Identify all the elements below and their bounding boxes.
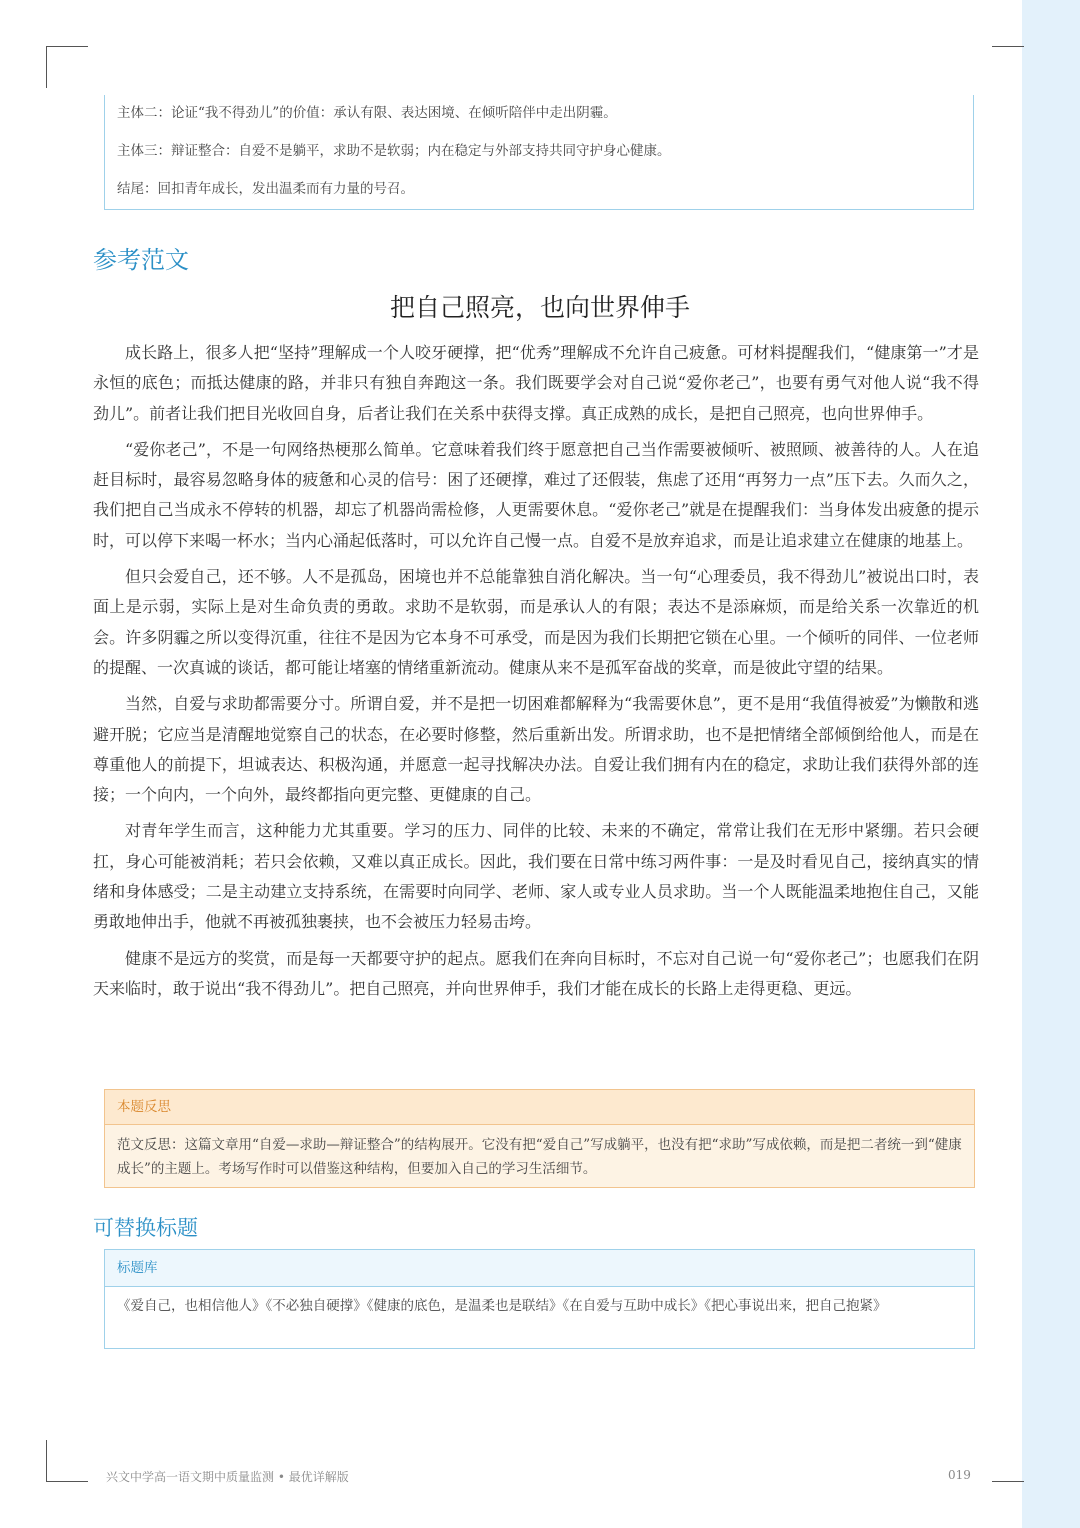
footer-text: 兴文中学高一语文期中质量监测 • 最优详解版 <box>106 1470 349 1484</box>
essay-paragraph: “爱你老己”，不是一句网络热梗那么简单。它意味着我们终于愿意把自己当作需要被倾听、被照顾、被善待的人。人在追赶目标时，最容易忽略身体的疲惫和心灵的信号：困了还硬撑，难过了还假装，焦虑了还用“再努力一点”压下去。久而久之，我们把自己当成永不停转的机器，却忘了机器尚需检修，人更需要休息。“爱你老己”就是在提醒我们：当身体发出疲惫的提示时，可以停下来喝一杯水；当内心涌起低落时，可以允许自己慢一点。自爱不是放弃追求，而是让追求建立在健康的地基上。 <box>93 439 979 550</box>
crop-mark-top-right <box>992 46 1024 47</box>
alt-titles-heading: 可替换标题 <box>93 1216 198 1240</box>
side-strip <box>1022 0 1080 1528</box>
crop-mark-top-left <box>46 46 88 47</box>
page-number: 019 <box>948 1468 971 1482</box>
title-bank-box <box>104 1249 975 1349</box>
outline-box <box>104 95 974 210</box>
title-bank-text: 《爱自己，也相信他人》《不必独自硬撑》《健康的底色，是温柔也是联结》《在自爱与互助中成长》《把心事说出来，把自己抱紧》 <box>117 1298 887 1314</box>
reflection-box <box>104 1089 975 1188</box>
crop-mark-top-left-v <box>46 46 47 88</box>
reflection-text: 范文反思：这篇文章用“自爱—求助—辩证整合”的结构展开。它没有把“爱自己”写成躺平，也没有把“求助”写成依赖，而是把二者统一到“健康成长”的主题上。考场写作时可以借鉴这种结构，但要加入自己的学习生活细节。 <box>117 1137 962 1177</box>
reflection-label: 本题反思 <box>105 1090 974 1125</box>
outline-line-ending: 结尾：回扣青年成长，发出温柔而有力量的号召。 <box>117 181 414 197</box>
essay-paragraph: 但只会爱自己，还不够。人不是孤岛，困境也并不总能靠独自消化解决。当一句“心理委员，我不得劲儿”被说出口时，表面上是示弱，实际上是对生命负责的勇敢。求助不是软弱，而是承认人的有限；表达不是添麻烦，而是给关系一次靠近的机会。许多阴霾之所以变得沉重，往往不是因为它本身不可承受，而是因为我们长期把它锁在心里。一个倾听的同伴、一位老师的提醒、一次真诚的谈话，都可能让堵塞的情绪重新流动。健康从来不是孤军奋战的奖章，而是彼此守望的结果。 <box>93 567 979 677</box>
essay-paragraph: 健康不是远方的奖赏，而是每一天都要守护的起点。愿我们在奔向目标时，不忘对自己说一句“爱你老己”；也愿我们在阴天来临时，敢于说出“我不得劲儿”。把自己照亮，并向世界伸手，我们才能在成长的长路上走得更稳、更远。 <box>93 948 979 998</box>
outline-line-body-three: 主体三：辩证整合：自爱不是躺平，求助不是软弱；内在稳定与外部支持共同守护身心健康。 <box>117 143 671 159</box>
reference-essay-heading: 参考范文 <box>93 246 189 274</box>
essay-paragraph: 对青年学生而言，这种能力尤其重要。学习的压力、同伴的比较、未来的不确定，常常让我们在无形中紧绷。若只会硬扛，身心可能被消耗；若只会依赖，又难以真正成长。因此，我们要在日常中练习两件事：一是及时看见自己，接纳真实的情绪和身体感受；二是主动建立支持系统，在需要时向同学、老师、家人或专业人员求助。当一个人既能温柔地抱住自己，又能勇敢地伸出手，他就不再被孤独裹挟，也不会被压力轻易击垮。 <box>93 821 979 932</box>
crop-mark-bottom-left-v <box>46 1440 47 1482</box>
essay-body <box>93 338 979 1010</box>
outline-line-body-two: 主体二：论证“我不得劲儿”的价值：承认有限、表达困境、在倾听陪伴中走出阴霾。 <box>117 105 617 121</box>
essay-title: 把自己照亮，也向世界伸手 <box>389 293 690 322</box>
essay-paragraph: 成长路上，很多人把“坚持”理解成一个人咬牙硬撑，把“优秀”理解成不允许自己疲惫。可材料提醒我们，“健康第一”才是永恒的底色；而抵达健康的路，并非只有独自奔跑这一条。我们既要学会对自己说“爱你老己”，也要有勇气对他人说“我不得劲儿”。前者让我们把目光收回自身，后者让我们在关系中获得支撑。真正成熟的成长，是把自己照亮，也向世界伸手。 <box>93 343 979 423</box>
title-bank-label: 标题库 <box>105 1250 974 1287</box>
crop-mark-bottom-right <box>992 1481 1024 1482</box>
essay-paragraph: 当然，自爱与求助都需要分寸。所谓自爱，并不是把一切困难都解释为“我需要休息”，更不是用“我值得被爱”为懒散和逃避开脱；它应当是清醒地觉察自己的状态，在必要时修整，然后重新出发。所谓求助，也不是把情绪全部倾倒给他人，而是在尊重他人的前提下，坦诚表达、积极沟通，并愿意一起寻找解决办法。自爱让我们拥有内在的稳定，求助让我们获得外部的连接；一个向内，一个向外，最终都指向更完整、更健康的自己。 <box>93 694 979 805</box>
crop-mark-bottom-left <box>46 1481 88 1482</box>
